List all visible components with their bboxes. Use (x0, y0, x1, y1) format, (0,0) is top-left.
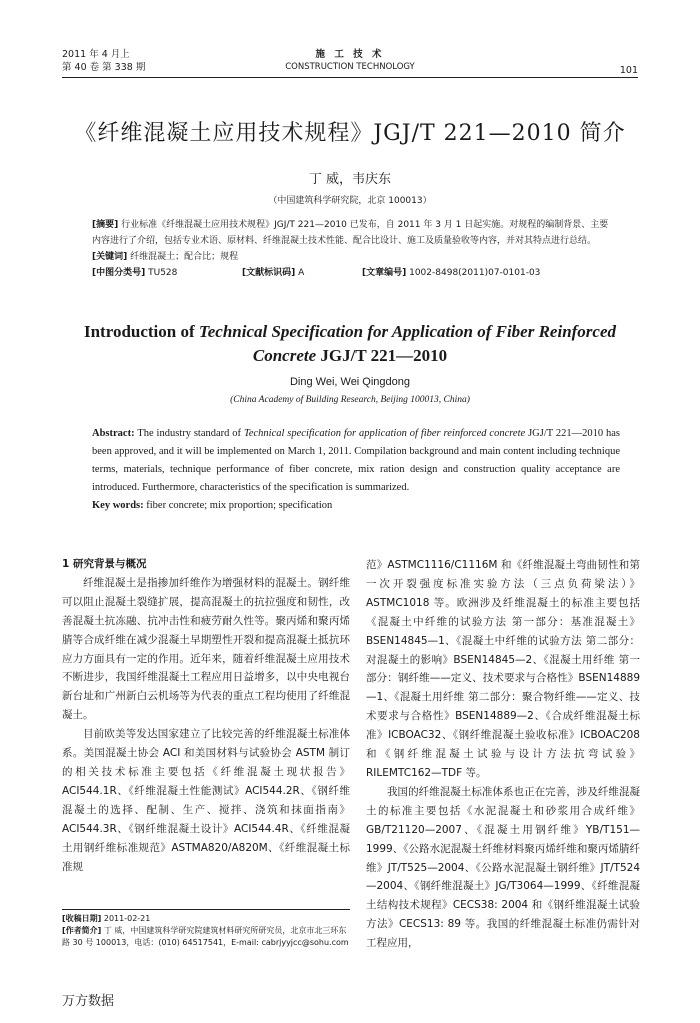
received-value: 2011-02-21 (103, 914, 151, 923)
abstract-cn-body: 行业标准《纤维混凝土应用技术规程》JGJ/T 221—2010 已发布，自 2011 年 3 月 1 日起实施。对规程的编制背景、主要内容进行了介绍，包括专业术语、原材料、纤维混凝土技术性能、配合比设计、施工及质量验收等内容，并对其特点进行总结。 (92, 220, 609, 246)
authors: 丁 威，韦庆东 (308, 172, 392, 187)
abstract-en-label: Abstract: (92, 428, 135, 439)
abstract-en-italic: Technical specification for application of fiber reinforced concrete (243, 428, 526, 439)
received-label: [收稿日期] (62, 914, 102, 923)
header-volume: 第 40 卷 第 338 期 (62, 62, 146, 73)
abstract-cn-label: [摘要] (92, 220, 119, 230)
author-bio-text: 丁 威，中国建筑科学研究院建筑材料研究所研究员，北京市北三环东路 30 号 100013，电话：(010) 64517541，E-mail: cabrjyyjcc@sohu.com (62, 926, 349, 947)
section-1-heading: 1 研究背景与概况 (62, 558, 147, 570)
body-left-column (62, 555, 350, 876)
keywords-cn-text: 纤维混凝土；配合比；规程 (130, 252, 239, 262)
journal-name-en: CONSTRUCTION TECHNOLOGY (285, 62, 415, 72)
article-number-label: [文章编号] (362, 268, 407, 278)
clc-group (92, 265, 177, 281)
abstract-en-post: JGJ/T 221—2010 has been approved, and it will be implemented on March 1, 2011. Compilation background and main content including technique terms, materials, technique performance of fiber concrete, mix ration design and construction quality acceptance are introduced. Furthermore, characteristics of the specification is summarized. (92, 428, 621, 493)
header-rule (62, 77, 638, 78)
header-issue-date: 2011 年 4 月上 (62, 49, 130, 60)
english-title (60, 320, 640, 368)
page-number: 101 (619, 65, 638, 76)
classification-row (92, 265, 612, 281)
author-bio (62, 925, 352, 949)
doc-code-label: [文献标识码] (242, 268, 296, 278)
affiliation: （中国建筑科学研究院，北京 100013） (268, 196, 432, 206)
footnote-rule (62, 909, 350, 910)
author-bio-label: [作者简介] (62, 926, 102, 935)
english-title-part2: Technical Specification for Application of Fiber Reinforced Concrete (198, 322, 617, 365)
clc-label: [中图分类号] (92, 268, 146, 278)
watermark: 万方数据 (62, 994, 115, 1009)
abstract-en-pre: The industry standard of (137, 428, 242, 439)
english-title-part1: Introduction of (83, 322, 195, 341)
received-date (62, 913, 352, 925)
keywords-en-text: fiber concrete; mix proportion; specification (146, 500, 333, 511)
english-affiliation: (China Academy of Building Research, Beijing 100013, China) (230, 395, 470, 405)
abstract-en (92, 425, 620, 515)
body-paragraph: 范》ASTMC1116/C1116M 和《纤维混凝土弯曲韧性和第一次开裂强度标准实验方法（三点负荷梁法）》ASTMC1018 等。欧洲涉及纤维混凝土的标准主要包括《混凝土中纤维的试验方法 第一部分：基准混凝土》BSEN14845—1、《混凝土中纤维的试验方法 第二部分：对混凝土的影响》BSEN14845—2、《混凝土用纤维 第一部分：钢纤维——定义、技术要求与合格性》BSEN14889—1、《混凝土用纤维 第二部分：聚合物纤维——定义、技术要求与合格性》BSEN14889—2、《合成纤维混凝土标准》ICBOAC32、《钢纤维混凝土验收标准》ICBOAC208 和《钢纤维混凝土试验与设计方法抗弯试验》RILEMTC162—TDF 等。 (366, 559, 640, 779)
article-number-group (362, 265, 540, 281)
body-right-column (366, 556, 640, 953)
abstract-cn (92, 217, 612, 281)
article-number-value: 1002-8498(2011)07-0101-03 (409, 268, 541, 278)
footnote (62, 913, 352, 949)
article-title: 《纤维混凝土应用技术规程》JGJ/T 221—2010 简介 (74, 121, 626, 146)
clc-value: TU528 (148, 268, 178, 278)
abstract-en-text (92, 425, 620, 497)
body-paragraph: 我国的纤维混凝土标准体系也正在完善，涉及纤维混凝土的标准主要包括《水泥混凝土和砂浆用合成纤维》GB/T21120—2007、《混凝土用钢纤维》YB/T151—1999、《公路水泥混凝土纤维材料聚丙烯纤维和聚丙烯腈纤维》JT/T525—2004、《公路水泥混凝土钢纤维》JT/T524—2004、《钢纤维混凝土》JG/T3064—1999、《纤维混凝土结构技术规程》CECS38: 2004 和《钢纤维混凝土试验方法》CECS13: 89 等。我国的纤维混凝土标准仍需针对工程应用， (366, 785, 640, 950)
abstract-cn-text (92, 217, 612, 249)
english-authors: Ding Wei, Wei Qingdong (289, 376, 411, 388)
journal-name-cn: 施 工 技 术 (315, 49, 385, 60)
body-paragraph: 目前欧美等发达国家建立了比较完善的纤维混凝土标准体系。美国混凝土协会 ACI 和美国材料与试验协会 ASTM 制订的相关技术标准主要包括《纤维混凝土现状报告》ACI544.1R、《纤维混凝土性能测试》ACI544.2R、《钢纤维混凝土的选择、配制、生产、搅拌、浇筑和抹面指南》ACI544.3R、《钢纤维混凝土设计》ACI544.4R、《纤维混凝土用钢纤维标准规范》ASTMA820/A820M、《纤维混凝土标准规 (62, 728, 350, 873)
keywords-en-label: Key words: (92, 500, 144, 511)
english-title-part3: JGJ/T 221—2010 (320, 346, 448, 365)
keywords-cn (92, 249, 612, 265)
keywords-en (92, 497, 620, 515)
body-paragraph: 纤维混凝土是指掺加纤维作为增强材料的混凝土。钢纤维可以阻止混凝土裂缝扩展，提高混凝土的抗拉强度和韧性，改善混凝土抗冻融、抗冲击性和疲劳耐久性等。聚丙烯和聚丙烯腈等合成纤维在减少混凝土早期塑性开裂和提高混凝土抵抗环应力方面具有一定的作用。近年来，随着纤维混凝土应用技术不断进步，我国纤维混凝土工程应用日益增多，以中央电视台新台址和广州新白云机场等为代表的重点工程均使用了纤维混凝土。 (62, 576, 350, 722)
doc-code-group (242, 265, 304, 281)
doc-code-value: A (298, 268, 305, 278)
keywords-cn-label: [关键词] (92, 252, 128, 262)
